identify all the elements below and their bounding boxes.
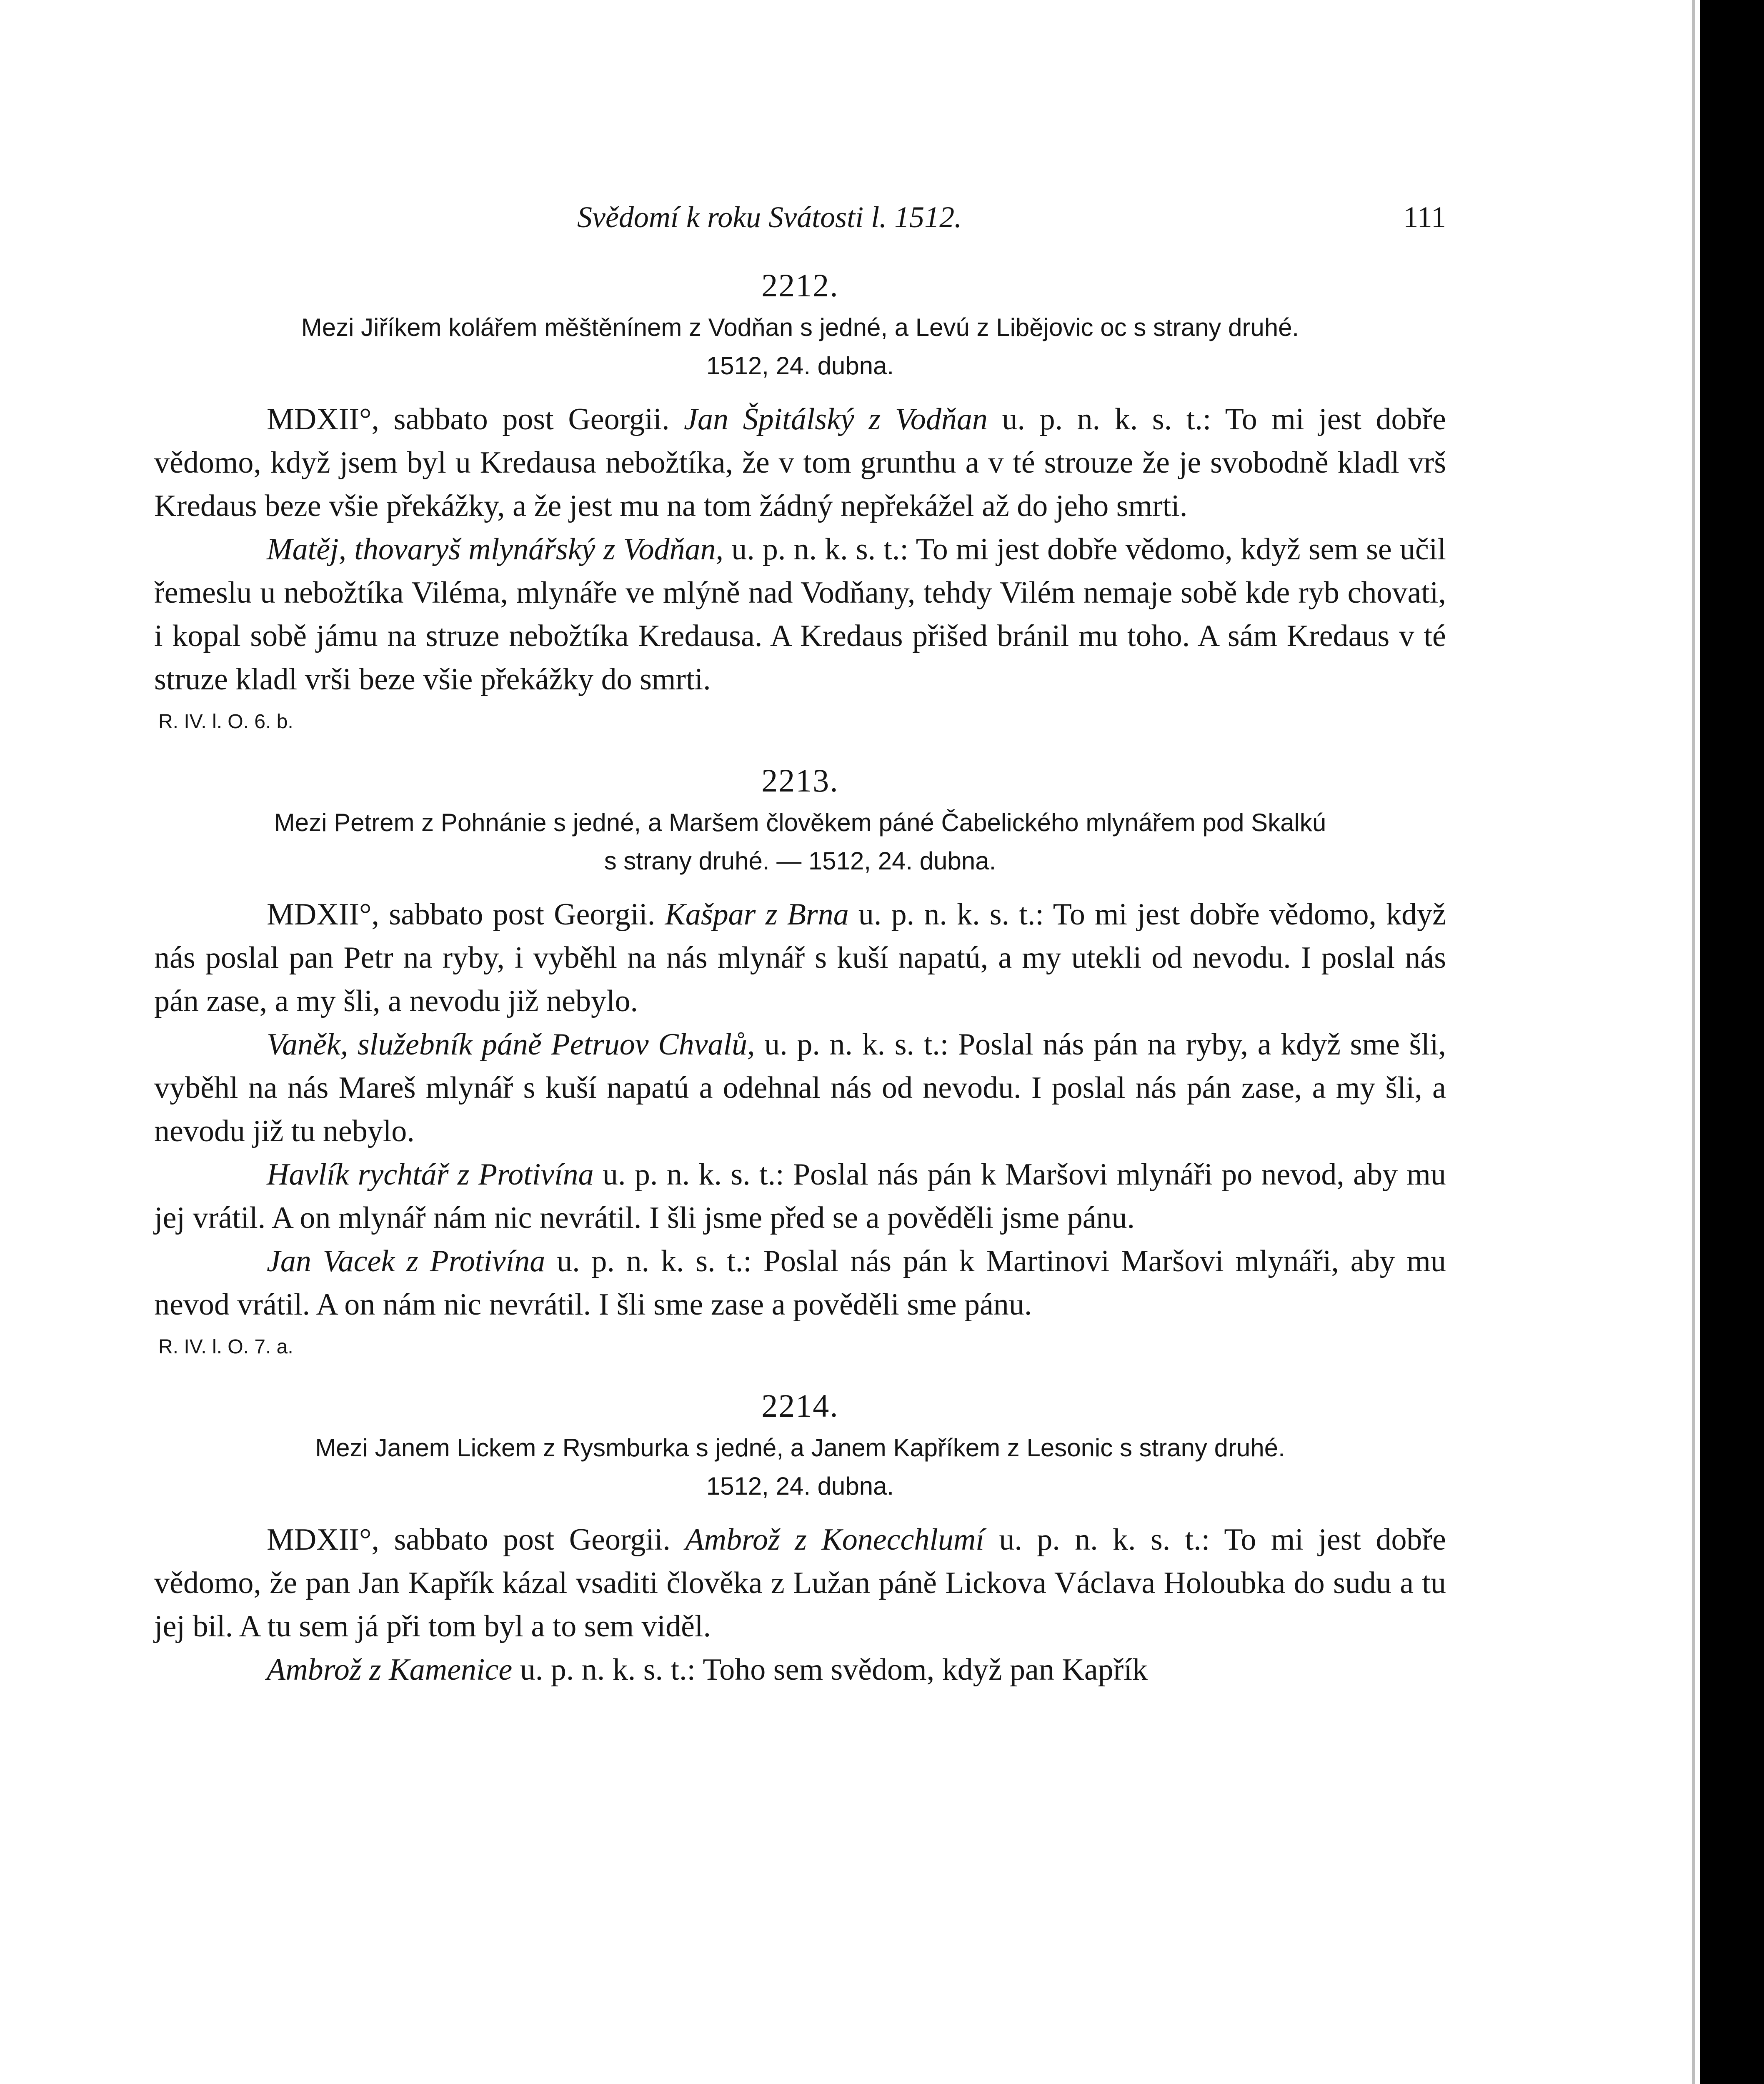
running-head	[154, 196, 1446, 250]
paragraph-text: u. p. n. k. s. t.: Poslal nás pán k Martinovi Maršovi mlynáři, aby mu nevod vrátil. A on nám nic nevrátil. I šli sme zase a pověděli sme pánu.	[154, 1244, 1446, 1322]
entry-heading-date: 1512, 24. dubna.	[706, 352, 894, 380]
testimony-paragraph	[154, 1023, 1446, 1153]
source-reference: R. IV. l. O. 6. b.	[158, 711, 293, 733]
entry-heading	[154, 804, 1446, 880]
witness-name: Jan Vacek z Protivína	[267, 1244, 545, 1278]
entry-heading-line: Mezi Petrem z Pohnánie s jedné, a Maršem člověkem páné Čabelického mlynářem pod Skalkú	[274, 809, 1326, 837]
witness-name: Ambrož z Kamenice	[267, 1653, 513, 1687]
witness-name: Matěj, thovaryš mlynářský z Vodňan,	[267, 532, 724, 566]
scan-border	[1700, 0, 1764, 2084]
witness-name: Havlík rychtář z Protivína	[267, 1157, 594, 1192]
testimony-paragraph	[154, 1518, 1446, 1648]
paragraph-text: u. p. n. k. s. t.: To mi jest dobře vědomo, že pan Jan Kapřík kázal vsaditi člověka z Lužan páně Lickova Václava Holoubka do sudu a tu jej bil. A tu sem já při tom byl a to sem viděl.	[154, 1523, 1446, 1643]
entry-number: 2214.	[761, 1388, 839, 1424]
paragraph-text: u. p. n. k. s. t.: To mi jest dobře vědomo, když sem se učil řemeslu u nebožtíka Viléma, mlynáře ve mlýně nad Vodňany, tehdy Vilém nemaje sobě kde ryb chovati, i kopal sobě jámu na struze nebožtíka Kredausa. A Kredaus přišed bránil mu toho. A sám Kredaus v té struze kladl vrši beze všie překážky do smrti.	[154, 532, 1446, 696]
paragraph-text: u. p. n. k. s. t.: To mi jest dobře vědomo, když nás poslal pan Petr na ryby, i vyběhl na nás mlynář s kuší napatú, a my utekli od nevodu. I poslal nás pán zase, a my šli, a nevodu již nebylo.	[154, 897, 1446, 1018]
entry-number: 2212.	[761, 267, 839, 303]
paragraph-text: MDXII°, sabbato post Georgii.	[267, 897, 665, 932]
testimony-paragraph	[154, 1153, 1446, 1240]
entry-2213	[154, 758, 1446, 1366]
testimony-paragraph	[154, 398, 1446, 528]
witness-name: Ambrož z Konecchlumí	[685, 1523, 984, 1557]
running-head-title: Svědomí k roku Svátosti l. 1512.	[577, 200, 962, 234]
entry-heading	[154, 1429, 1446, 1505]
witness-name: Jan Špitálský z Vodňan	[684, 402, 988, 436]
paragraph-text: MDXII°, sabbato post Georgii.	[267, 402, 684, 436]
entry-number: 2213.	[761, 762, 839, 799]
paragraph-text: MDXII°, sabbato post Georgii.	[267, 1523, 686, 1557]
testimony-paragraph	[154, 528, 1446, 701]
entry-2212	[154, 263, 1446, 741]
page-edge-line	[1692, 0, 1695, 2084]
entry-2214	[154, 1383, 1446, 1691]
witness-name: Kašpar z Brna	[665, 897, 849, 932]
page-number: 111	[1403, 200, 1446, 234]
entry-heading-line: Mezi Jiříkem kolářem měštěnínem z Vodňan s jedné, a Levú z Libějovic oc s strany druhé.	[301, 313, 1299, 341]
witness-name: Vaněk, služebník páně Petruov Chvalů,	[267, 1027, 755, 1062]
testimony-paragraph	[154, 1648, 1446, 1691]
testimony-paragraph	[154, 893, 1446, 1023]
paragraph-text: u. p. n. k. s. t.: Poslal nás pán na ryby, a když sme šli, vyběhl na nás Mareš mlynář s kuší napatú a odehnal nás od nevodu. I poslal nás pán zase, a my šli, a nevodu již tu nebylo.	[154, 1027, 1446, 1148]
entry-heading	[154, 308, 1446, 385]
paragraph-text: u. p. n. k. s. t.: Poslal nás pán k Maršovi mlynáři po nevod, aby mu jej vrátil. A on mlynář nám nic nevrátil. I šli jsme před se a pověděli jsme pánu.	[154, 1157, 1446, 1235]
source-reference: R. IV. l. O. 7. a.	[158, 1336, 293, 1358]
entry-heading-date: 1512, 24. dubna.	[706, 1472, 894, 1500]
paragraph-text: u. p. n. k. s. t.: Toho sem svědom, když pan Kapřík	[512, 1653, 1148, 1687]
entry-heading-date: s strany druhé. — 1512, 24. dubna.	[604, 847, 996, 875]
page-content	[154, 196, 1446, 1691]
entry-heading-line: Mezi Janem Lickem z Rysmburka s jedné, a Janem Kapříkem z Lesonic s strany druhé.	[315, 1434, 1285, 1462]
testimony-paragraph	[154, 1240, 1446, 1326]
paragraph-text: u. p. n. k. s. t.: To mi jest dobře vědomo, když jsem byl u Kredausa nebožtíka, že v tom grunthu a v té strouze že je svobodně kladl vrš Kredaus beze všie překážky, a že jest mu na tom žádný nepřekážel až do jeho smrti.	[154, 402, 1446, 523]
